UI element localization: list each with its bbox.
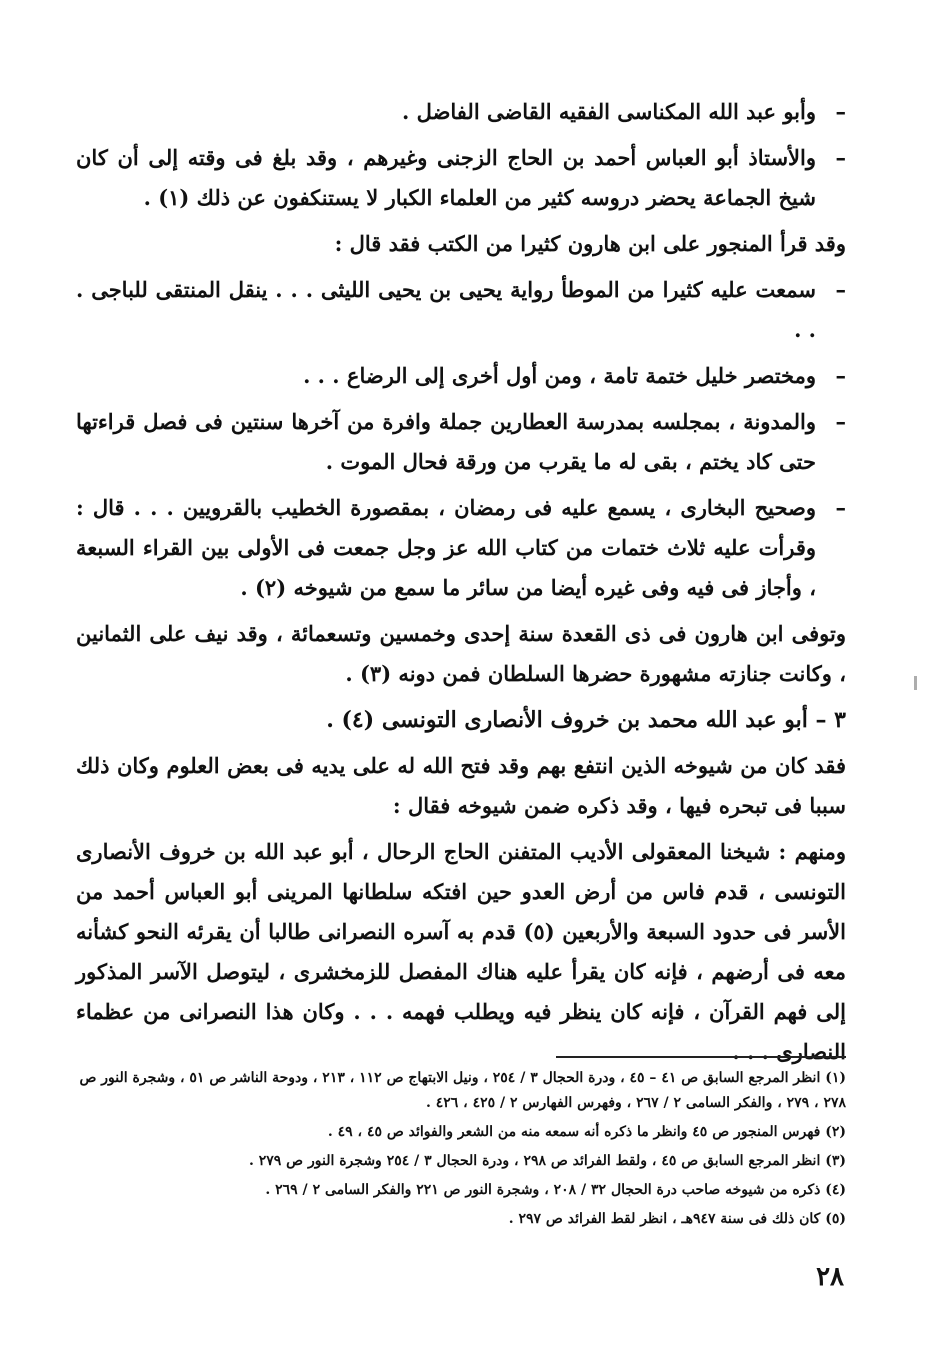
paragraph: وقد قرأ المنجور على ابن هارون كثيرا من الكتب فقد قال :	[334, 231, 846, 256]
body-text	[76, 92, 846, 1078]
list-item-paragraph: – وأبو عبد الله المكناسى الفقيه القاضى الفاضل .	[76, 92, 846, 132]
footnote: (٣) انظر المرجع السابق ص ٤٥ ، ولقط الفرائد ص ٢٩٨ ، ودرة الحجال ٣ / ٢٥٤ وشجرة النور ص ٢٧٩ .	[248, 1153, 846, 1169]
paragraph: فقد كان من شيوخه الذين انتفع بهم وقد فتح الله له على يديه فى بعض العلوم وكان ذلك سببا فى تبحره فيها ، وقد ذكره ضمن شيوخه فقال :	[76, 753, 846, 818]
footnotes	[76, 1066, 846, 1236]
footnote-divider	[556, 1056, 846, 1058]
scan-mark	[914, 676, 917, 690]
footnote: (٤) ذكره من شيوخه صاحب درة الحجال ٣٢ / ٢٠٨ ، وشجرة النور ص ٢٢١ والفكر السامى ٢ / ٢٦٩ .	[265, 1182, 846, 1198]
list-item-paragraph: – سمعت عليه كثيرا من الموطأ رواية يحيى بن يحيى الليثى . . . ينقل المنتقى للباجى . . .	[76, 270, 846, 350]
paragraph: وتوفى ابن هارون فى ذى القعدة سنة إحدى وخمسين وتسعمائة ، وقد نيف على الثمانين ، وكانت جنازته مشهورة حضرها السلطان فمن دونه (٣) .	[76, 621, 846, 686]
paragraph: ومنهم : شيخنا المعقولى الأديب المتفنن الحاج الرحال ، أبو عبد الله بن خروف الأنصارى التونسى ، قدم فاس من أرض العدو حين افتكه سلطانها المرينى أبو العباس أحمد من الأسر فى حدود السبعة والأربعين (٥) قدم به آسره النصرانى طالبا أن يقرئه النحو كشأنه معه فى أرضهم ، فإنه كان يقرأ عليه هناك المفصل للزمخشرى ، ليتوصل الآسر المذكور إلى فهم القرآن ، فإنه كان ينظر فيه ويطلب فهمه . . . وكان هذا النصرانى من عظماء النصارى . . .	[76, 839, 846, 1064]
footnote: (٢) فهرس المنجور ص ٤٥ وانظر ما ذكره أنه سمعه منه من الشعر والفوائد ص ٤٥ ، ٤٩ .	[327, 1124, 846, 1140]
list-item-paragraph: – وصحيح البخارى ، يسمع عليه فى رمضان ، بمقصورة الخطيب بالقرويين . . . قال : وقرأت عليه ثلاث ختمات من كتاب الله عز وجل جمعت فى الأولى بين القراء السبعة ، وأجاز فى فيه وفى غيره أيضا من سائر ما سمع من شيوخه (٢) .	[76, 488, 846, 608]
list-item-paragraph: – والمدونة ، بمجلسه بمدرسة العطارين جملة وافرة من آخرها سنتين فى فصل قراءتها حتى كاد يختم ، بقى له ما يقرب من ورقة فحال الموت .	[76, 402, 846, 482]
section-heading: ٣ – أبو عبد الله محمد بن خروف الأنصارى التونسى (٤) .	[326, 707, 846, 733]
footnote: (١) انظر المرجع السابق ص ٤١ – ٤٥ ، ودرة الحجال ٣ / ٢٥٤ ، ونيل الابتهاج ص ١١٢ ، ٢١٣ ، ودوحة الناشر ص ٥١ ، وشجرة النور ص ٢٧٨ ، ٢٧٩ ، والفكر السامى ٢ / ٢٦٧ ، وفهرس الفهارس ٢ / ٤٢٥ ، ٤٢٦ .	[79, 1070, 846, 1111]
footnote: (٥) كان ذلك فى سنة ٩٤٧هـ ، انظر لقط الفرائد ص ٢٩٧ .	[508, 1211, 846, 1227]
page-number: ٢٨	[816, 1262, 844, 1292]
list-item-paragraph: – ومختصر خليل ختمة تامة ، ومن أول أخرى إلى الرضاع . . .	[76, 356, 846, 396]
list-item-paragraph: – والأستاذ أبو العباس أحمد بن الحاج الزجنى وغيرهم ، وقد بلغ فى وقته إلى أن كان شيخ الجماعة يحضر دروسه كثير من العلماء الكبار لا يستنكفون عن ذلك (١) .	[76, 138, 846, 218]
